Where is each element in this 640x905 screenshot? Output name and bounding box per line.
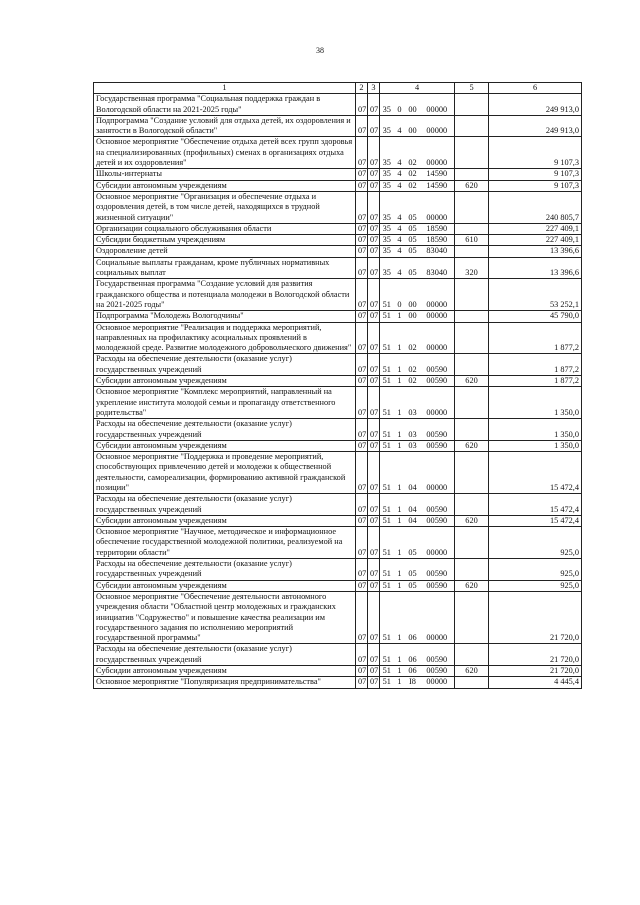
row-c2-cell: 07 [356, 137, 368, 169]
row-d-cell: 00590 [420, 559, 455, 581]
column-header: 6 [489, 83, 582, 94]
row-c6-cell: 1 350,0 [489, 440, 582, 451]
row-name-cell: Расходы на обеспечение деятельности (оказание услуг) государственных учреждений [94, 644, 356, 666]
row-c2-cell: 07 [356, 376, 368, 387]
row-name-cell: Основное мероприятие "Научное, методическое и информационное обеспечение государственной молодежной политики, реализуемой на территории области" [94, 527, 356, 559]
row-c2-cell: 07 [356, 180, 368, 191]
row-c5-cell [455, 311, 489, 322]
table-row [94, 666, 582, 677]
row-c2-cell: 07 [356, 387, 368, 419]
row-c3-cell: 07 [368, 257, 380, 279]
row-c3-cell: 07 [368, 419, 380, 441]
row-b-cell: 4 [394, 257, 406, 279]
row-a-cell: 51 [380, 677, 394, 688]
row-c3-cell: 07 [368, 223, 380, 234]
row-b-cell: 1 [394, 559, 406, 581]
column-header: 3 [368, 83, 380, 94]
row-c3-cell: 07 [368, 559, 380, 581]
row-c-cell: 05 [406, 191, 420, 223]
row-c6-cell: 227 409,1 [489, 223, 582, 234]
row-c-cell: 05 [406, 527, 420, 559]
row-b-cell: 4 [394, 137, 406, 169]
table-row [94, 591, 582, 643]
table-row [94, 115, 582, 137]
table-row [94, 235, 582, 246]
row-a-cell: 35 [380, 246, 394, 257]
column-header: 1 [94, 83, 356, 94]
row-d-cell: 00590 [420, 515, 455, 526]
row-c2-cell: 07 [356, 677, 368, 688]
row-c-cell: 03 [406, 419, 420, 441]
row-c6-cell: 4 445,4 [489, 677, 582, 688]
row-a-cell: 35 [380, 94, 394, 116]
row-c2-cell: 07 [356, 580, 368, 591]
table-row [94, 137, 582, 169]
row-c2-cell: 07 [356, 322, 368, 354]
row-d-cell: 00000 [420, 527, 455, 559]
row-a-cell: 51 [380, 354, 394, 376]
row-c5-cell [455, 494, 489, 516]
table-row [94, 580, 582, 591]
row-name-cell: Расходы на обеспечение деятельности (оказание услуг) государственных учреждений [94, 354, 356, 376]
row-c3-cell: 07 [368, 515, 380, 526]
row-d-cell: 00000 [420, 452, 455, 494]
row-c-cell: 02 [406, 354, 420, 376]
row-name-cell: Государственная программа "Социальная поддержка граждан в Вологодской области на 2021-2025 годы" [94, 94, 356, 116]
row-c5-cell: 620 [455, 180, 489, 191]
row-c5-cell [455, 115, 489, 137]
table-row [94, 387, 582, 419]
row-a-cell: 35 [380, 169, 394, 180]
row-d-cell: 00000 [420, 94, 455, 116]
row-b-cell: 4 [394, 115, 406, 137]
row-c6-cell: 13 396,6 [489, 246, 582, 257]
row-c3-cell: 07 [368, 322, 380, 354]
table-body [94, 94, 582, 688]
row-d-cell: 00000 [420, 115, 455, 137]
row-c6-cell: 925,0 [489, 559, 582, 581]
table-row [94, 515, 582, 526]
column-header: 4 [380, 83, 455, 94]
row-b-cell: 1 [394, 580, 406, 591]
row-c5-cell [455, 354, 489, 376]
table-row [94, 322, 582, 354]
row-c3-cell: 07 [368, 191, 380, 223]
row-d-cell: 00590 [420, 419, 455, 441]
row-b-cell: 1 [394, 527, 406, 559]
row-c5-cell [455, 246, 489, 257]
row-c6-cell: 249 913,0 [489, 115, 582, 137]
row-c-cell: 02 [406, 322, 420, 354]
row-c3-cell: 07 [368, 169, 380, 180]
row-a-cell: 51 [380, 279, 394, 311]
row-a-cell: 51 [380, 559, 394, 581]
row-c5-cell: 610 [455, 235, 489, 246]
row-c3-cell: 07 [368, 580, 380, 591]
row-name-cell: Субсидии автономным учреждениям [94, 515, 356, 526]
row-name-cell: Основное мероприятие "Обеспечение отдыха детей всех групп здоровья на специализированных (профильных) сменах в организациях отдыха детей и их оздоровления" [94, 137, 356, 169]
row-name-cell: Основное мероприятие "Организация и обеспечение отдыха и оздоровления детей, в том числе детей, находящихся в трудной жизненной ситуации" [94, 191, 356, 223]
row-c6-cell: 15 472,4 [489, 515, 582, 526]
row-d-cell: 00000 [420, 677, 455, 688]
row-a-cell: 51 [380, 527, 394, 559]
row-c6-cell: 15 472,4 [489, 452, 582, 494]
row-c6-cell: 9 107,3 [489, 169, 582, 180]
row-name-cell: Социальные выплаты гражданам, кроме публичных нормативных социальных выплат [94, 257, 356, 279]
row-d-cell: 00590 [420, 580, 455, 591]
row-c6-cell: 227 409,1 [489, 235, 582, 246]
table-row [94, 311, 582, 322]
row-d-cell: 00590 [420, 666, 455, 677]
row-d-cell: 00000 [420, 322, 455, 354]
row-a-cell: 35 [380, 191, 394, 223]
row-c3-cell: 07 [368, 494, 380, 516]
row-c5-cell: 620 [455, 440, 489, 451]
row-c3-cell: 07 [368, 94, 380, 116]
table-row [94, 559, 582, 581]
table-row [94, 440, 582, 451]
row-c2-cell: 07 [356, 515, 368, 526]
row-c-cell: 00 [406, 311, 420, 322]
row-name-cell: Субсидии автономным учреждениям [94, 440, 356, 451]
row-b-cell: 1 [394, 322, 406, 354]
row-c6-cell: 1 877,2 [489, 322, 582, 354]
row-name-cell: Оздоровление детей [94, 246, 356, 257]
row-c-cell: 06 [406, 591, 420, 643]
row-c6-cell: 1 877,2 [489, 354, 582, 376]
row-c3-cell: 07 [368, 666, 380, 677]
row-name-cell: Субсидии бюджетным учреждениям [94, 235, 356, 246]
row-c-cell: 05 [406, 235, 420, 246]
row-c6-cell: 13 396,6 [489, 257, 582, 279]
row-a-cell: 51 [380, 311, 394, 322]
row-c2-cell: 07 [356, 494, 368, 516]
row-c2-cell: 07 [356, 191, 368, 223]
row-b-cell: 4 [394, 180, 406, 191]
row-c5-cell [455, 527, 489, 559]
row-a-cell: 51 [380, 644, 394, 666]
row-c-cell: 05 [406, 246, 420, 257]
page-number: 38 [316, 46, 324, 55]
row-d-cell: 00000 [420, 387, 455, 419]
row-b-cell: 1 [394, 591, 406, 643]
row-d-cell: 18590 [420, 223, 455, 234]
row-b-cell: 4 [394, 223, 406, 234]
row-c-cell: 05 [406, 559, 420, 581]
row-a-cell: 51 [380, 666, 394, 677]
row-c2-cell: 07 [356, 527, 368, 559]
row-b-cell: 1 [394, 677, 406, 688]
row-c5-cell [455, 419, 489, 441]
row-c-cell: 00 [406, 115, 420, 137]
row-a-cell: 51 [380, 494, 394, 516]
row-c-cell: 06 [406, 644, 420, 666]
row-c2-cell: 07 [356, 666, 368, 677]
row-name-cell: Субсидии автономным учреждениям [94, 580, 356, 591]
row-d-cell: 00000 [420, 191, 455, 223]
row-c2-cell: 07 [356, 223, 368, 234]
row-c2-cell: 07 [356, 440, 368, 451]
row-c5-cell: 620 [455, 580, 489, 591]
row-name-cell: Основное мероприятие "Популяризация предпринимательства" [94, 677, 356, 688]
row-b-cell: 1 [394, 515, 406, 526]
row-b-cell: 0 [394, 279, 406, 311]
row-c6-cell: 9 107,3 [489, 137, 582, 169]
row-c3-cell: 07 [368, 246, 380, 257]
row-name-cell: Основное мероприятие "Комплекс мероприятий, направленный на укрепление института молодой семьи и пропаганду ответственного родительства" [94, 387, 356, 419]
row-c3-cell: 07 [368, 591, 380, 643]
row-c5-cell [455, 94, 489, 116]
row-c-cell: 02 [406, 376, 420, 387]
row-c-cell: 02 [406, 180, 420, 191]
row-c-cell: 00 [406, 94, 420, 116]
row-c5-cell [455, 677, 489, 688]
row-c2-cell: 07 [356, 419, 368, 441]
row-d-cell: 14590 [420, 180, 455, 191]
row-c6-cell: 249 913,0 [489, 94, 582, 116]
table-row [94, 527, 582, 559]
row-c3-cell: 07 [368, 115, 380, 137]
row-c2-cell: 07 [356, 311, 368, 322]
row-b-cell: 1 [394, 440, 406, 451]
row-c2-cell: 07 [356, 94, 368, 116]
row-b-cell: 0 [394, 94, 406, 116]
row-b-cell: 4 [394, 169, 406, 180]
row-name-cell: Подпрограмма "Молодежь Вологодчины" [94, 311, 356, 322]
row-c-cell: 02 [406, 169, 420, 180]
row-d-cell: 83040 [420, 257, 455, 279]
table-row [94, 279, 582, 311]
row-c2-cell: 07 [356, 279, 368, 311]
table-row [94, 180, 582, 191]
row-name-cell: Субсидии автономным учреждениям [94, 666, 356, 677]
row-c5-cell [455, 191, 489, 223]
table-row [94, 169, 582, 180]
row-a-cell: 51 [380, 440, 394, 451]
row-c3-cell: 07 [368, 677, 380, 688]
row-b-cell: 1 [394, 376, 406, 387]
row-c6-cell: 1 350,0 [489, 419, 582, 441]
row-c5-cell: 320 [455, 257, 489, 279]
table-row [94, 376, 582, 387]
row-c5-cell [455, 559, 489, 581]
row-c2-cell: 07 [356, 644, 368, 666]
row-b-cell: 1 [394, 419, 406, 441]
row-c2-cell: 07 [356, 452, 368, 494]
row-c3-cell: 07 [368, 235, 380, 246]
table-row [94, 257, 582, 279]
row-d-cell: 00590 [420, 440, 455, 451]
row-c6-cell: 21 720,0 [489, 591, 582, 643]
row-c-cell: 05 [406, 223, 420, 234]
row-d-cell: 14590 [420, 169, 455, 180]
row-c-cell: 05 [406, 580, 420, 591]
row-name-cell: Основное мероприятие "Реализация и поддержка мероприятий, направленных на профилактику асоциальных проявлений в молодежной среде. Развитие молодежного добровольческого движения" [94, 322, 356, 354]
row-a-cell: 51 [380, 580, 394, 591]
row-c3-cell: 07 [368, 180, 380, 191]
table-row [94, 191, 582, 223]
row-c5-cell [455, 279, 489, 311]
row-name-cell: Государственная программа "Создание условий для развития гражданского общества и потенциала молодежи в Вологодской области на 2021-2025 годы" [94, 279, 356, 311]
table-row [94, 246, 582, 257]
row-c3-cell: 07 [368, 354, 380, 376]
row-c6-cell: 45 790,0 [489, 311, 582, 322]
row-d-cell: 00590 [420, 354, 455, 376]
row-c-cell: 04 [406, 494, 420, 516]
row-d-cell: 00000 [420, 137, 455, 169]
table-header-row [94, 83, 582, 94]
row-c5-cell [455, 644, 489, 666]
row-b-cell: 4 [394, 246, 406, 257]
row-a-cell: 51 [380, 376, 394, 387]
row-a-cell: 51 [380, 387, 394, 419]
row-c-cell: 05 [406, 257, 420, 279]
table-row [94, 419, 582, 441]
row-c5-cell [455, 223, 489, 234]
row-b-cell: 4 [394, 235, 406, 246]
row-c-cell: 03 [406, 387, 420, 419]
row-a-cell: 51 [380, 419, 394, 441]
row-d-cell: 00000 [420, 311, 455, 322]
row-name-cell: Основное мероприятие "Поддержка и проведение мероприятий, способствующих привлечению детей и молодежи к общественной деятельности, самореализации, формированию активной гражданской позиции" [94, 452, 356, 494]
row-name-cell: Подпрограмма "Создание условий для отдыха детей, их оздоровления и занятости в Вологодской области" [94, 115, 356, 137]
row-b-cell: 1 [394, 666, 406, 677]
row-d-cell: 18590 [420, 235, 455, 246]
row-a-cell: 51 [380, 452, 394, 494]
row-b-cell: 1 [394, 644, 406, 666]
row-c5-cell: 620 [455, 666, 489, 677]
row-c5-cell: 620 [455, 376, 489, 387]
row-name-cell: Расходы на обеспечение деятельности (оказание услуг) государственных учреждений [94, 419, 356, 441]
row-c-cell: 00 [406, 279, 420, 311]
row-c3-cell: 07 [368, 311, 380, 322]
row-c6-cell: 53 252,1 [489, 279, 582, 311]
row-b-cell: 1 [394, 311, 406, 322]
row-d-cell: 00590 [420, 376, 455, 387]
column-header: 2 [356, 83, 368, 94]
row-c5-cell [455, 387, 489, 419]
row-c5-cell [455, 322, 489, 354]
row-c3-cell: 07 [368, 440, 380, 451]
row-b-cell: 1 [394, 354, 406, 376]
row-c2-cell: 07 [356, 591, 368, 643]
row-b-cell: 1 [394, 387, 406, 419]
row-c6-cell: 1 877,2 [489, 376, 582, 387]
row-c5-cell: 620 [455, 515, 489, 526]
row-name-cell: Организации социального обслуживания области [94, 223, 356, 234]
row-c3-cell: 07 [368, 527, 380, 559]
row-a-cell: 35 [380, 235, 394, 246]
row-d-cell: 00590 [420, 644, 455, 666]
row-c-cell: 04 [406, 515, 420, 526]
column-header: 5 [455, 83, 489, 94]
table-row [94, 644, 582, 666]
table-row [94, 452, 582, 494]
row-name-cell: Школы-интернаты [94, 169, 356, 180]
row-c3-cell: 07 [368, 279, 380, 311]
table-row [94, 94, 582, 116]
row-name-cell: Основное мероприятие "Обеспечение деятельности автономного учреждения области "Областной центр молодежных и гражданских инициатив "Содружество" и повышение качества реализации им государственного задания по исполнению мероприятий государственной программы" [94, 591, 356, 643]
row-a-cell: 51 [380, 322, 394, 354]
row-name-cell: Расходы на обеспечение деятельности (оказание услуг) государственных учреждений [94, 494, 356, 516]
row-c5-cell [455, 452, 489, 494]
row-c3-cell: 07 [368, 387, 380, 419]
row-d-cell: 00590 [420, 494, 455, 516]
row-name-cell: Субсидии автономным учреждениям [94, 180, 356, 191]
row-d-cell: 83040 [420, 246, 455, 257]
row-b-cell: 1 [394, 494, 406, 516]
row-c-cell: I8 [406, 677, 420, 688]
row-c2-cell: 07 [356, 559, 368, 581]
row-c6-cell: 9 107,3 [489, 180, 582, 191]
row-c2-cell: 07 [356, 257, 368, 279]
row-name-cell: Субсидии автономным учреждениям [94, 376, 356, 387]
row-a-cell: 35 [380, 180, 394, 191]
row-c6-cell: 15 472,4 [489, 494, 582, 516]
row-c3-cell: 07 [368, 376, 380, 387]
row-name-cell: Расходы на обеспечение деятельности (оказание услуг) государственных учреждений [94, 559, 356, 581]
row-c2-cell: 07 [356, 169, 368, 180]
row-c6-cell: 21 720,0 [489, 666, 582, 677]
table-row [94, 494, 582, 516]
row-a-cell: 35 [380, 257, 394, 279]
row-c6-cell: 1 350,0 [489, 387, 582, 419]
row-c6-cell: 925,0 [489, 527, 582, 559]
row-c-cell: 03 [406, 440, 420, 451]
row-d-cell: 00000 [420, 591, 455, 643]
row-a-cell: 35 [380, 137, 394, 169]
row-c2-cell: 07 [356, 235, 368, 246]
row-a-cell: 35 [380, 223, 394, 234]
row-b-cell: 4 [394, 191, 406, 223]
row-c5-cell [455, 591, 489, 643]
row-c-cell: 04 [406, 452, 420, 494]
row-c6-cell: 925,0 [489, 580, 582, 591]
row-c5-cell [455, 137, 489, 169]
row-c3-cell: 07 [368, 137, 380, 169]
row-b-cell: 1 [394, 452, 406, 494]
row-c3-cell: 07 [368, 644, 380, 666]
budget-table [93, 82, 582, 689]
row-c3-cell: 07 [368, 452, 380, 494]
row-c-cell: 06 [406, 666, 420, 677]
row-c6-cell: 240 805,7 [489, 191, 582, 223]
table-row [94, 223, 582, 234]
row-c6-cell: 21 720,0 [489, 644, 582, 666]
row-d-cell: 00000 [420, 279, 455, 311]
table-row [94, 354, 582, 376]
row-a-cell: 51 [380, 591, 394, 643]
row-a-cell: 51 [380, 515, 394, 526]
row-c5-cell [455, 169, 489, 180]
table-row [94, 677, 582, 688]
row-a-cell: 35 [380, 115, 394, 137]
row-c2-cell: 07 [356, 115, 368, 137]
row-c-cell: 02 [406, 137, 420, 169]
row-c2-cell: 07 [356, 354, 368, 376]
row-c2-cell: 07 [356, 246, 368, 257]
